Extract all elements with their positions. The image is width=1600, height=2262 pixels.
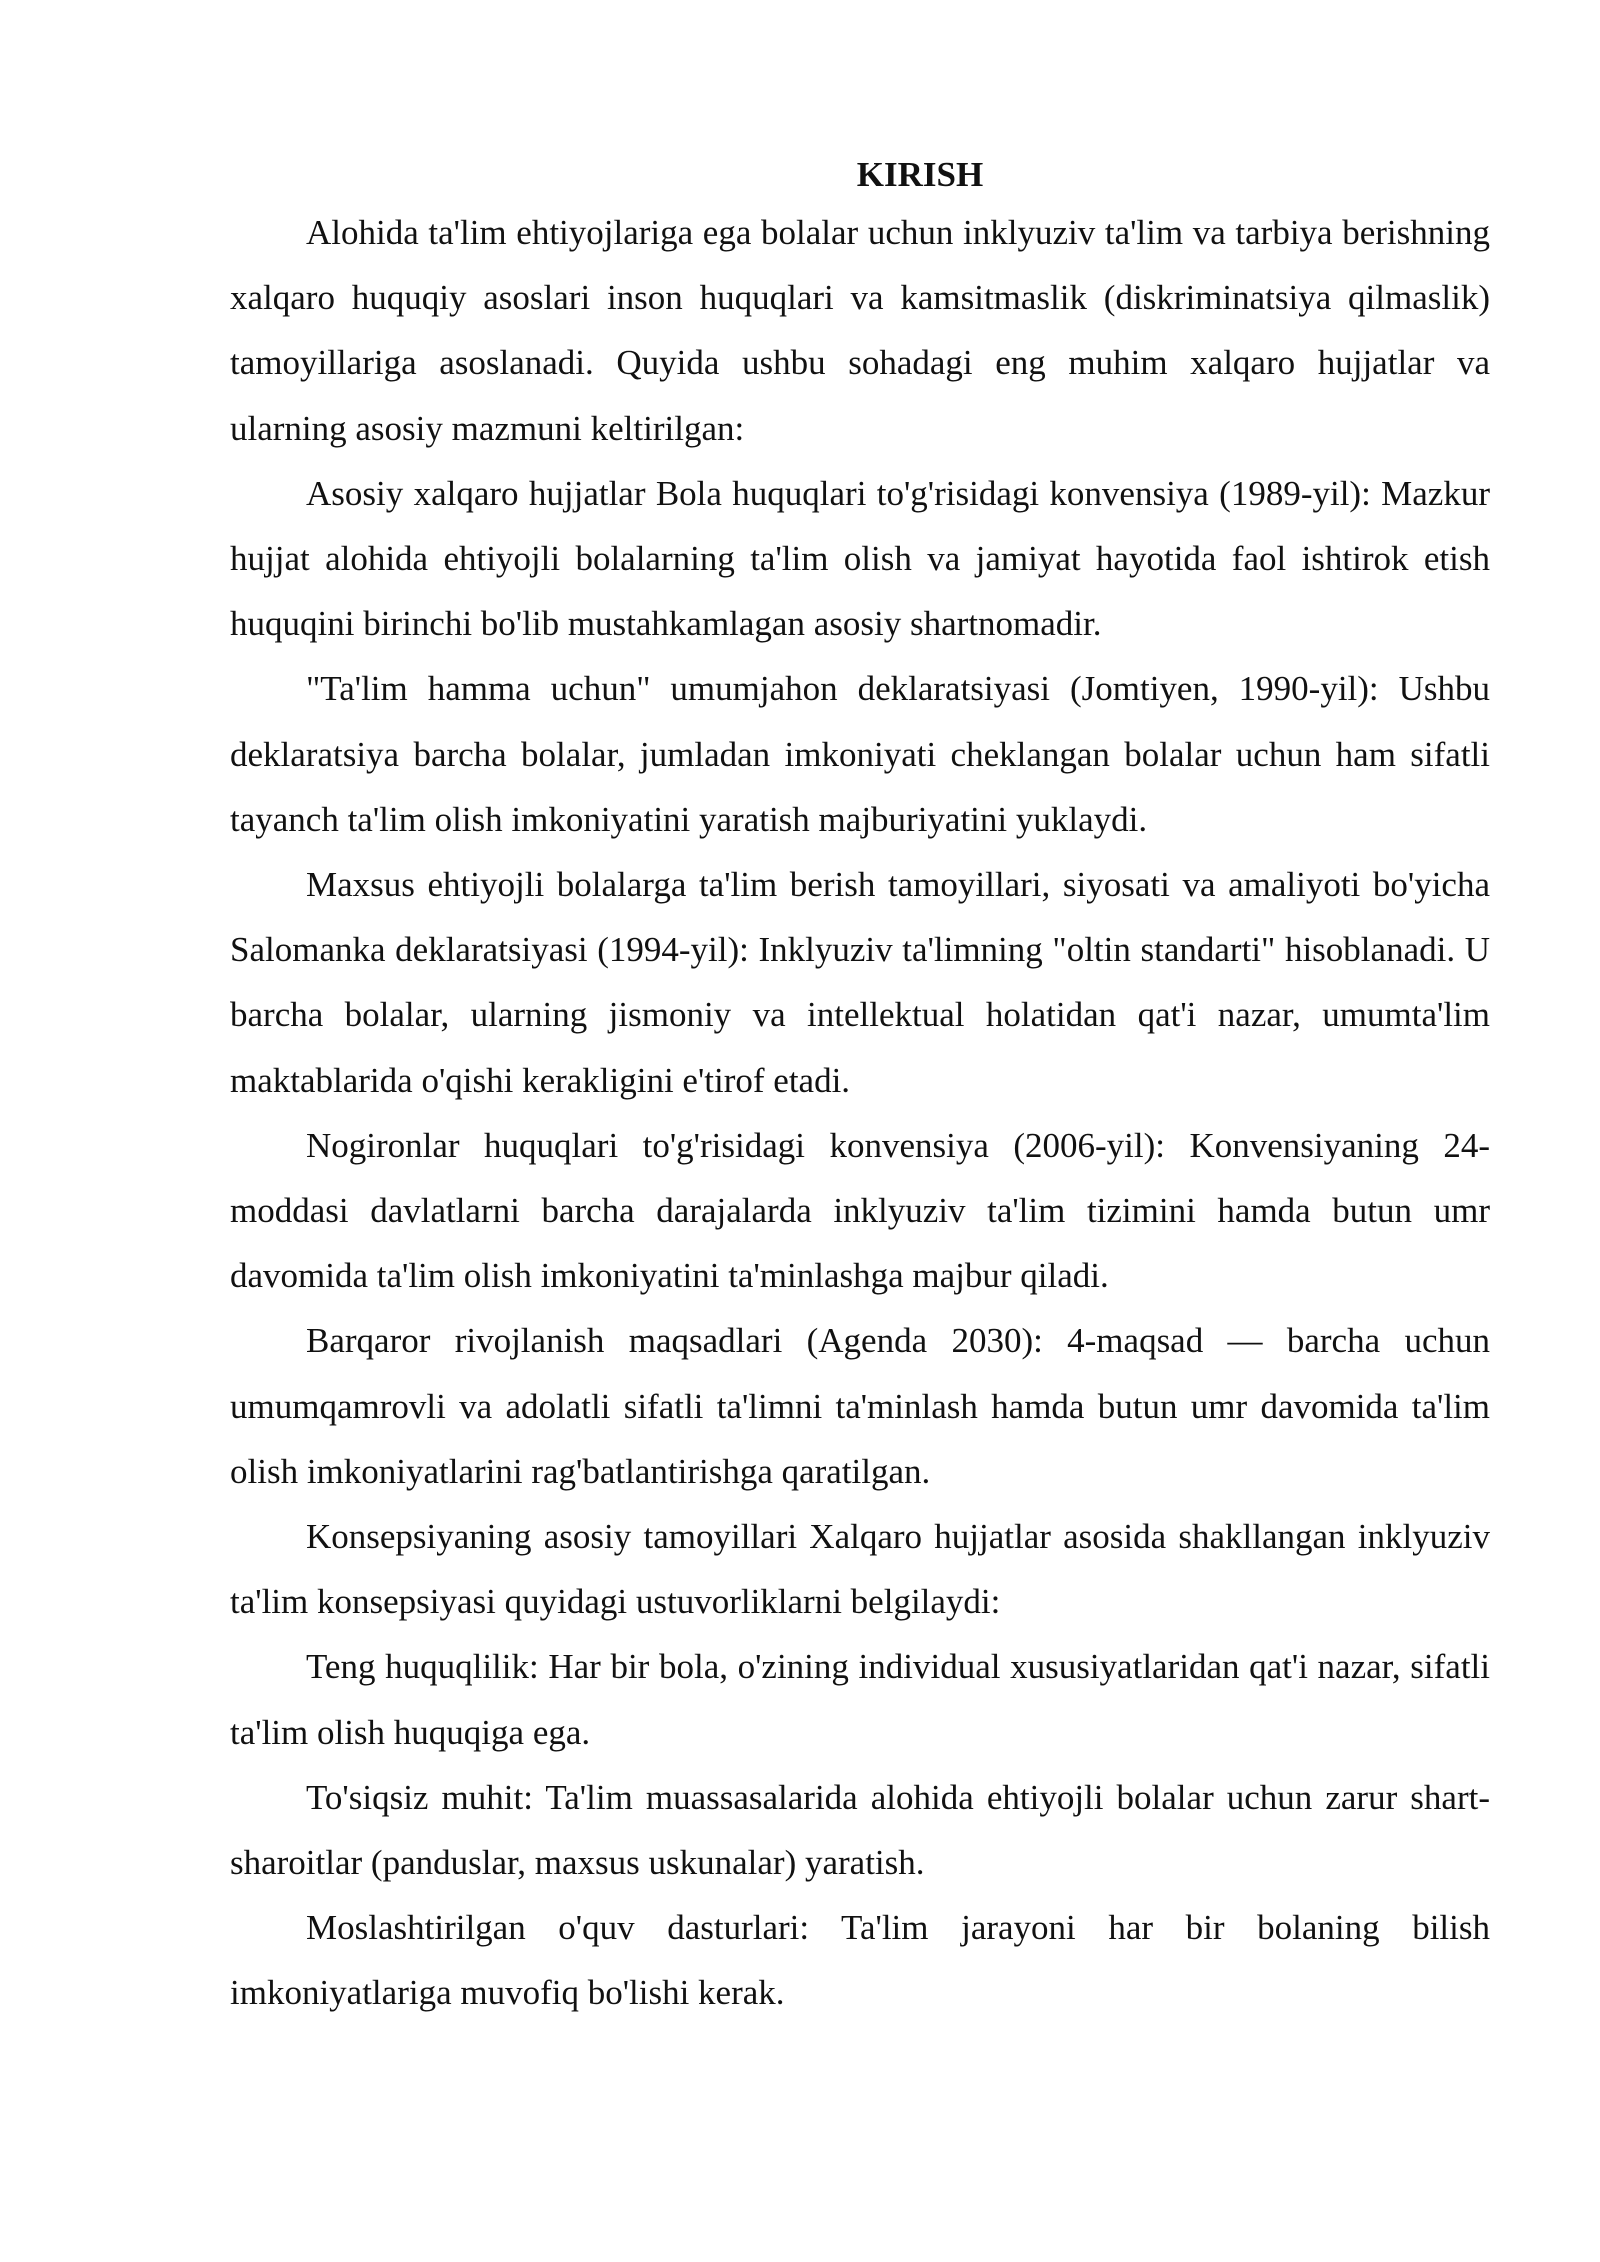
paragraph-barrier-free: To'siqsiz muhit: Ta'lim muassasalarida alohida ehtiyojli bolalar uchun zarur shart-sharoitlar (panduslar, maxsus uskunalar) yaratish. [230, 1777, 1490, 1883]
paragraph-intro: Alohida ta'lim ehtiyojlariga ega bolalar uchun inklyuziv ta'lim va tarbiya berishning xalqaro huquqiy asoslari inson huquqlari va kamsitmaslik (diskriminatsiya qilmaslik) tamoyillariga asoslanadi. Quyida ushbu sohadagi eng muhim xalqaro hujjatlar va ularning asosiy mazmuni keltirilgan: [230, 213, 1490, 448]
paragraph-disability-rights: Nogironlar huquqlari to'g'risidagi konvensiya (2006-yil): Konvensiyaning 24-moddasi davlatlarni barcha darajalarda inklyuziv ta'lim tizimini hamda butun umr davomida ta'lim olish imkoniyatini ta'minlashga majbur qiladi. [230, 1125, 1490, 1296]
page-title: KIRISH [856, 155, 984, 194]
paragraph-equal-rights: Teng huquqlilik: Har bir bola, o'zining individual xususiyatlaridan qat'i nazar, sifatli ta'lim olish huquqiga ega. [230, 1647, 1490, 1752]
paragraph-education-for-all: "Ta'lim hamma uchun" umumjahon deklaratsiyasi (Jomtiyen, 1990-yil): Ushbu deklaratsiya barcha bolalar, jumladan imkoniyati cheklangan bolalar uchun ham sifatli tayanch ta'lim olish imkoniyatini yaratish majburiyatini yuklaydi. [230, 669, 1490, 839]
paragraph-child-rights-convention: Asosiy xalqaro hujjatlar Bola huquqlari to'g'risidagi konvensiya (1989-yil): Mazkur hujjat alohida ehtiyojli bolalarning ta'lim olish va jamiyat hayotida faol ishtirok etish huquqini birinchi bo'lib mustahkamlagan asosiy shartnomadir. [230, 473, 1490, 644]
paragraph-agenda-2030: Barqaror rivojlanish maqsadlari (Agenda 2030): 4-maqsad — barcha uchun umumqamrovli va adolatli sifatli ta'limni ta'minlash hamda butun umr davomida ta'lim olish imkoniyatlarini rag'batlantirishga qaratilgan. [230, 1321, 1490, 1491]
paragraph-salamanca: Maxsus ehtiyojli bolalarga ta'lim berish tamoyillari, siyosati va amaliyoti bo'yicha Salomanka deklaratsiyasi (1994-yil): Inklyuziv ta'limning "oltin standarti" hisoblanadi. U barcha bolalar, ularning jismoniy va intellektual holatidan qat'i nazar, umumta'lim maktablarida o'qishi kerakligini e'tirof etadi. [230, 865, 1490, 1100]
paragraph-adapted-curricula: Moslashtirilgan o'quv dasturlari: Ta'lim jarayoni har bir bolaning bilish imkoniyatlariga muvofiq bo'lishi kerak. [230, 1908, 1490, 2013]
paragraph-concept-principles: Konsepsiyaning asosiy tamoyillari Xalqaro hujjatlar asosida shakllangan inklyuziv ta'lim konsepsiyasi quyidagi ustuvorliklarni belgilaydi: [230, 1517, 1490, 1622]
document-page [230, 150, 1490, 2026]
